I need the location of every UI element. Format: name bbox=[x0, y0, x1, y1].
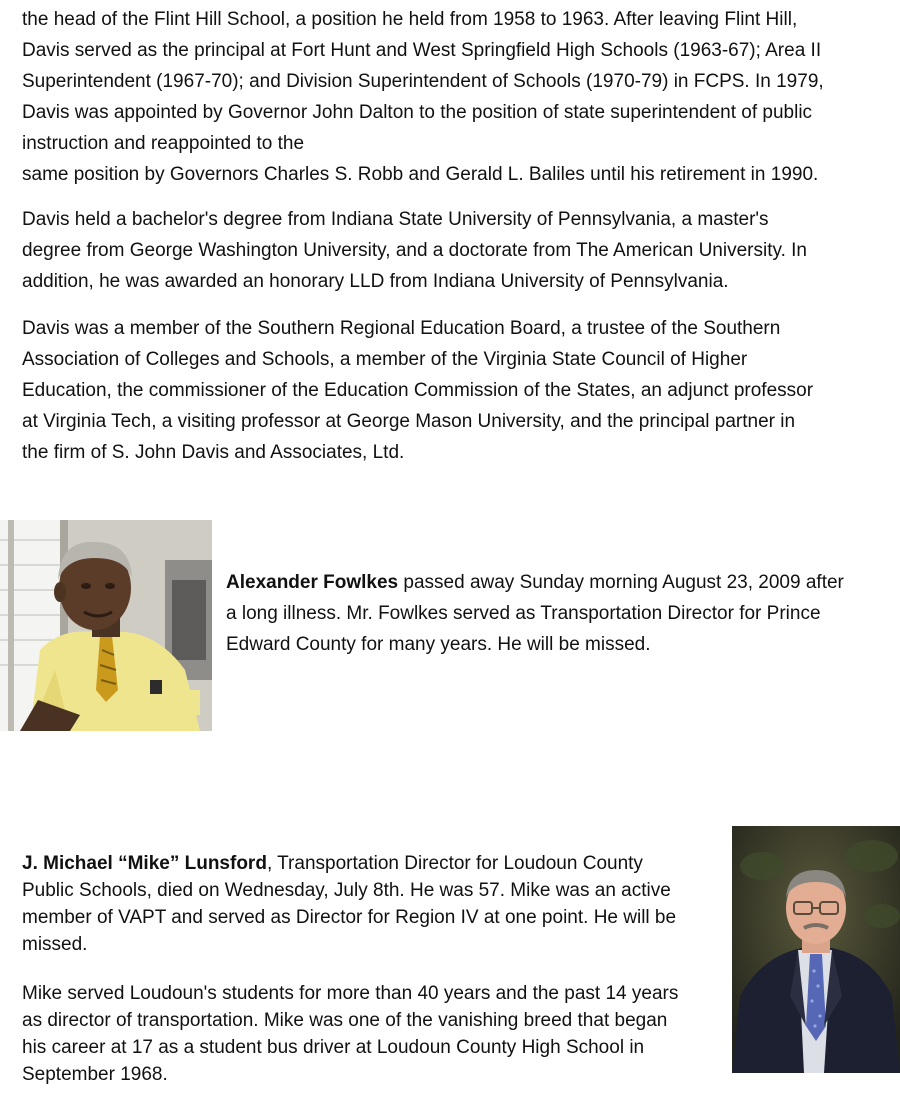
paragraph-line: Education, the commissioner of the Education Commission of the States, an adjunct professor bbox=[22, 380, 814, 401]
paragraph-line: Mike served Loudoun's students for more than 40 years and the past 14 years bbox=[22, 983, 679, 1004]
paragraph-line: Davis was appointed by Governor John Dalton to the position of state superintendent of public bbox=[22, 102, 813, 123]
paragraph-line: Association of Colleges and Schools, a member of the Virginia State Council of Higher bbox=[22, 349, 748, 370]
fowlkes-line1-rest: passed away Sunday morning August 23, 2009 after bbox=[398, 572, 844, 593]
lunsford-photo bbox=[732, 826, 900, 1073]
obituary-line: Edward County for many years. He will be missed. bbox=[226, 634, 651, 655]
paragraph-line: degree from George Washington University, and a doctorate from The American University. In bbox=[22, 240, 807, 261]
obituary-line bbox=[22, 850, 676, 877]
paragraph-line: Davis served as the principal at Fort Hunt and West Springfield High Schools (1963-67); Area II bbox=[22, 40, 822, 61]
obituary-line: a long illness. Mr. Fowlkes served as Transportation Director for Prince bbox=[226, 603, 821, 624]
obituary-line bbox=[226, 567, 844, 598]
lunsford-career-paragraph bbox=[22, 980, 678, 1088]
paragraph-line: as director of transportation. Mike was one of the vanishing breed that began bbox=[22, 1010, 668, 1031]
fowlkes-name: Alexander Fowlkes bbox=[226, 572, 399, 593]
paragraph-line: the head of the Flint Hill School, a position he held from 1958 to 1963. After leaving Flint Hill, bbox=[22, 9, 798, 30]
obituary-line: missed. bbox=[22, 934, 88, 955]
lunsford-obituary bbox=[22, 850, 676, 958]
paragraph-line: Davis was a member of the Southern Regional Education Board, a trustee of the Southern bbox=[22, 318, 781, 339]
paragraph-line: Superintendent (1967-70); and Division Superintendent of Schools (1970-79) in FCPS. In 1979, bbox=[22, 71, 824, 92]
lunsford-line1-rest: , Transportation Director for Loudoun County bbox=[266, 853, 643, 874]
fowlkes-photo bbox=[0, 520, 212, 731]
davis-membership-paragraph bbox=[22, 313, 882, 468]
paragraph-line: addition, he was awarded an honorary LLD from Indiana University of Pennsylvania. bbox=[22, 271, 729, 292]
paragraph-line: September 1968. bbox=[22, 1064, 168, 1085]
davis-career-paragraph bbox=[22, 4, 882, 190]
obituary-line: member of VAPT and served as Director for Region IV at one point. He will be bbox=[22, 907, 677, 928]
davis-degree-paragraph bbox=[22, 204, 882, 297]
obituary-line: Public Schools, died on Wednesday, July 8th. He was 57. Mike was an active bbox=[22, 880, 671, 901]
fowlkes-obituary bbox=[226, 567, 844, 660]
paragraph-line: at Virginia Tech, a visiting professor at George Mason University, and the principal partner in bbox=[22, 411, 796, 432]
paragraph-line: his career at 17 as a student bus driver at Loudoun County High School in bbox=[22, 1037, 645, 1058]
paragraph-line: Davis held a bachelor's degree from Indiana State University of Pennsylvania, a master's bbox=[22, 209, 769, 230]
lunsford-name: J. Michael “Mike” Lunsford bbox=[22, 853, 267, 874]
paragraph-line: instruction and reappointed to the bbox=[22, 133, 305, 154]
paragraph-line: same position by Governors Charles S. Robb and Gerald L. Baliles until his retirement in 1990. bbox=[22, 164, 819, 185]
paragraph-line: the firm of S. John Davis and Associates, Ltd. bbox=[22, 442, 405, 463]
